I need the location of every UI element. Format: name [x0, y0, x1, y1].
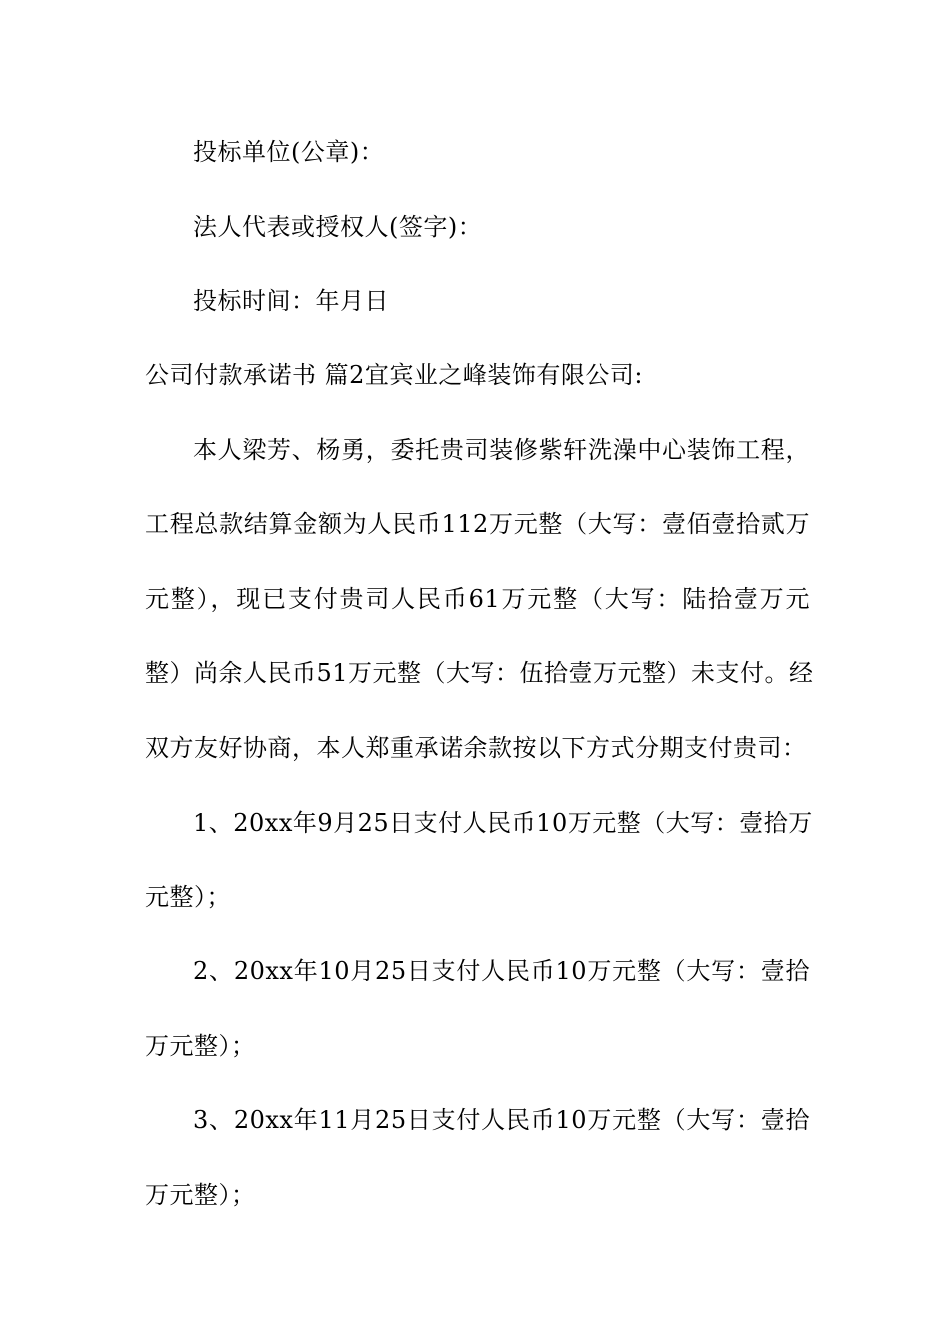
paragraph-line: 双方友好协商，本人郑重承诺余款按以下方式分期支付贵司： [145, 734, 807, 762]
installment-item-1: 1、20xx年9月25日支付人民币10万元整（大写：壹拾万 [193, 809, 813, 837]
paragraph-line: 整）尚余人民币51万元整（大写：伍拾壹万元整）未支付。经 [145, 659, 814, 687]
installment-item-2-cont: 万元整）； [145, 1032, 256, 1060]
bid-date-line: 投标时间：年月日 [193, 287, 389, 315]
installment-item-1-cont: 元整）； [145, 883, 231, 911]
paragraph-line: 元整），现已支付贵司人民币61万元整（大写：陆拾壹万元 [145, 585, 810, 613]
legal-rep-signature-line: 法人代表或授权人(签字)： [193, 213, 483, 241]
installment-item-2: 2、20xx年10月25日支付人民币10万元整（大写：壹拾 [193, 957, 810, 985]
paragraph-line: 本人梁芳、杨勇，委托贵司装修紫轩洗澡中心装饰工程， [193, 436, 810, 464]
section-heading: 公司付款承诺书 篇2宜宾业之峰装饰有限公司: [145, 361, 643, 389]
bidder-seal-line: 投标单位(公章)： [193, 138, 385, 166]
installment-item-3: 3、20xx年11月25日支付人民币10万元整（大写：壹拾 [193, 1106, 810, 1134]
installment-item-3-cont: 万元整）； [145, 1181, 256, 1209]
paragraph-line: 工程总款结算金额为人民币112万元整（大写：壹佰壹拾贰万 [145, 510, 810, 538]
